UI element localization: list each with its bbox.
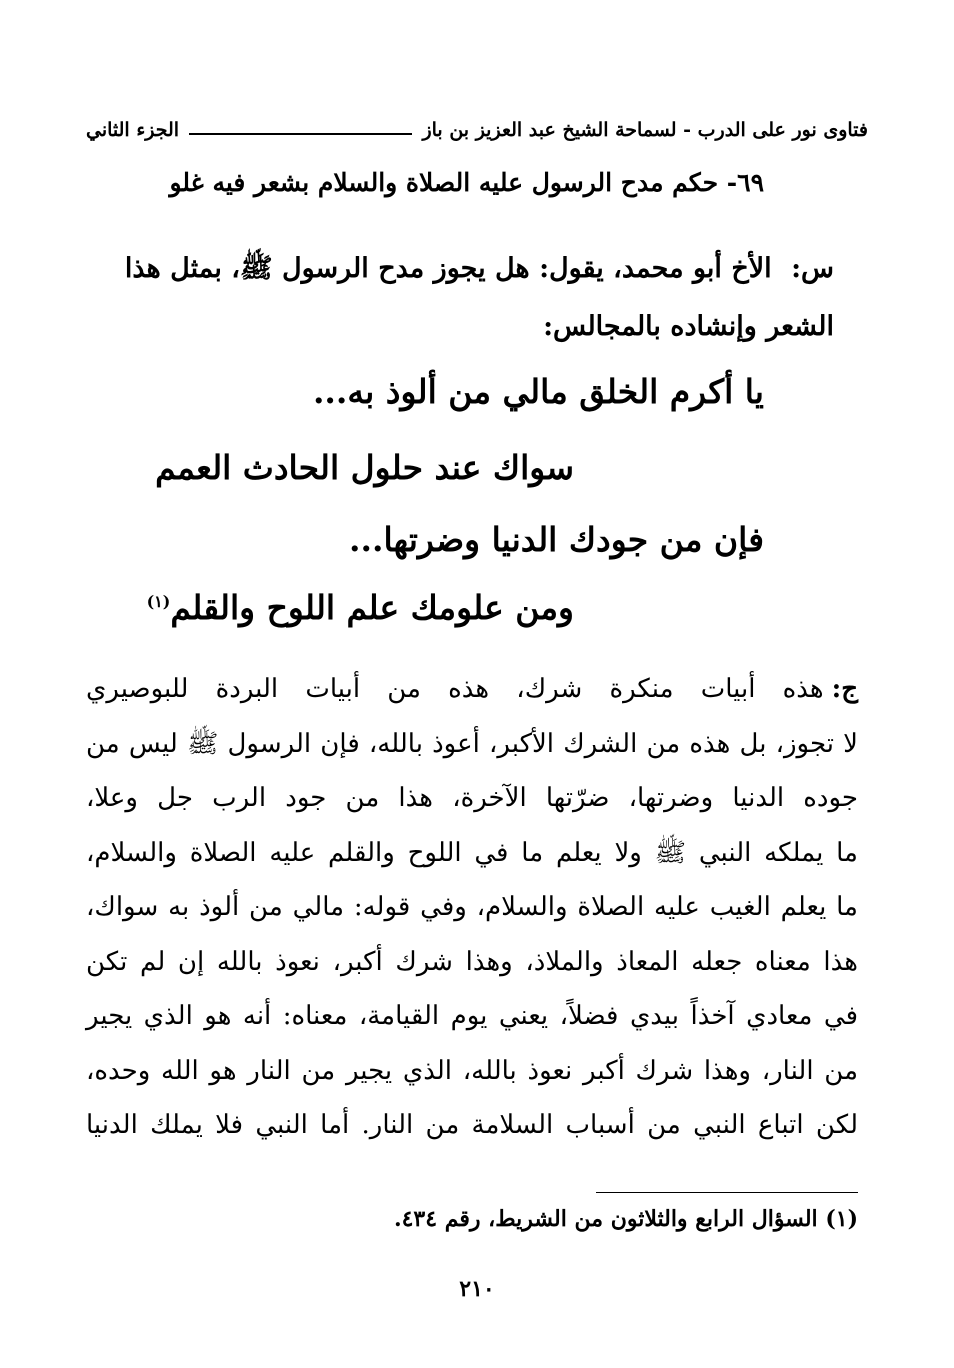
answer-line: لكن اتباع النبي من أسباب السلامة من النار. أما النبي فلا يملك الدنيا — [86, 1110, 858, 1140]
verse-line-4 — [147, 588, 574, 627]
question-label: س: — [791, 253, 834, 284]
answer-line — [86, 662, 858, 717]
verse-line-1: يا أكرم الخلق مالي من ألوذ به... — [312, 372, 764, 411]
footnote-separator — [596, 1192, 858, 1193]
answer-block — [86, 662, 858, 1153]
answer-line: من النار، وهذا شرك أكبر نعوذ بالله، الذي يجير من النار هو الله وحده، — [86, 1055, 859, 1086]
verse-line-4-text: ومن علومك علم اللوح والقلم — [170, 588, 574, 627]
verse-line-3: فإن من جودك الدنيا وضرتها... — [349, 520, 764, 559]
answer-line: لا تجوز، بل هذه من الشرك الأكبر، أعوذ بالله، فإن الرسول ﷺ ليس من — [86, 728, 858, 759]
question-text: الأخ أبو محمد، يقول: هل يجوز مدح الرسول ﷺ، بمثل هذا الشعر وإنشاده بالمجالس: — [124, 253, 834, 342]
footnote-reference: (١) — [146, 592, 171, 611]
answer-line: هذا معناه جعله المعاذ والملاذ، وهذا شرك أكبر، نعوذ بالله إن لم تكن — [86, 946, 858, 977]
answer-line: ما يملكه النبي ﷺ ولا يعلم ما في اللوح والقلم عليه الصلاة والسلام، — [86, 837, 858, 868]
answer-line: في معادي آخذاً بيدي فضلاً، يعني يوم القيامة، معناه: أنه هو الذي يجير — [86, 1001, 858, 1031]
running-header — [86, 112, 868, 148]
answer-line: جوده الدنيا وضرتها، ضرّتها الآخرة، هذا من جود الرب جل وعلا، — [86, 783, 858, 813]
header-rule — [189, 133, 412, 135]
page-number: ٢١٠ — [459, 1276, 495, 1302]
footnote: (١) السؤال الرابع والثلاثون من الشريط، رقم ٤٣٤. — [393, 1206, 858, 1232]
header-part: الجزء الثاني — [86, 119, 180, 141]
verse-line-2: سواك عند حلول الحادث العمم — [155, 448, 574, 487]
question-block — [100, 240, 834, 356]
question-heading: ٦٩- حكم مدح الرسول عليه الصلاة والسلام بشعر فيه غلو — [169, 168, 764, 197]
answer-label: ج: — [831, 674, 858, 704]
answer-line: ما يعلم الغيب عليه الصلاة والسلام، وفي قوله: مالي من ألوذ به سواك، — [86, 892, 858, 922]
header-title: فتاوى نور على الدرب - لسماحة الشيخ عبد العزيز بن باز — [422, 119, 868, 141]
answer-line-text: هذه أبيات منكرة شرك، هذه من أبيات البردة للبوصيري — [86, 674, 824, 704]
